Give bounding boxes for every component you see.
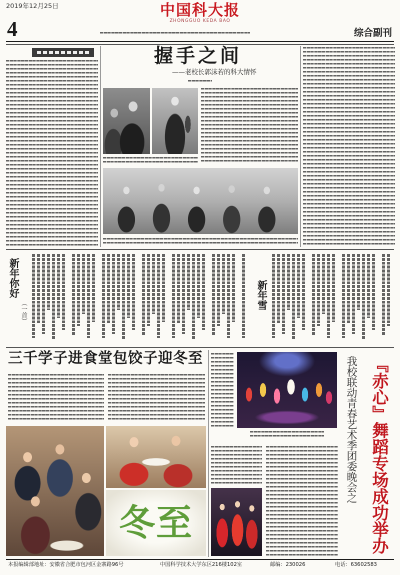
poem-text-column	[327, 254, 330, 338]
dumplings-headline: 三千学子进食堂包饺子迎冬至	[8, 350, 203, 367]
poem-text-column	[147, 254, 150, 326]
feature-byline	[188, 80, 212, 82]
poem-second-title: 新年雪	[255, 280, 266, 310]
dongzhi-lettering: 冬至	[118, 502, 193, 544]
poem-text-column	[302, 254, 305, 330]
poem-text-column	[52, 254, 55, 340]
column-banner-lettering	[37, 51, 89, 54]
dance-headline: 『赤心』舞蹈专场成功举办	[369, 356, 389, 554]
editor-credits-line	[100, 32, 250, 34]
feature-photo-group	[103, 168, 298, 234]
feature-headline: 握手之间	[154, 45, 243, 67]
dance-kicker: 我校联动青春艺术季团委晚会之	[345, 356, 358, 503]
dance-body-text	[211, 446, 262, 484]
poem-text-column	[212, 254, 215, 336]
poem-text-column	[47, 254, 50, 310]
right-column-body-text	[303, 47, 395, 246]
poem-second-body	[272, 254, 394, 344]
poem-text-column	[142, 254, 145, 336]
poem-text-column	[352, 254, 355, 334]
dumplings-photo-cooking	[106, 426, 206, 488]
poem-text-column	[357, 254, 360, 310]
poem-body	[32, 254, 250, 344]
poem-text-column	[347, 254, 350, 324]
feature-group-photo-caption	[103, 238, 298, 244]
poem-text-column	[382, 254, 385, 336]
dumplings-photo-students	[6, 426, 104, 556]
page-number: 4	[7, 17, 18, 41]
issue-date: 2019年12月25日	[6, 2, 59, 10]
poem-text-column	[117, 254, 120, 310]
poem-text-column	[72, 254, 75, 336]
poem-text-column	[367, 254, 370, 318]
poem-text-column	[57, 254, 60, 318]
column-divider	[100, 46, 101, 247]
poem-text-column	[82, 254, 85, 314]
poem-text-column	[37, 254, 40, 324]
poem-text-column	[362, 254, 365, 340]
dance-body-text	[266, 446, 338, 556]
newspaper-logo-pinyin: ZHONGGUO KEDA BAO	[169, 19, 231, 24]
footer-rule	[6, 559, 394, 560]
poem-text-column	[187, 254, 190, 310]
poem-text-column	[272, 254, 275, 338]
poem-text-column	[77, 254, 80, 326]
dumplings-photo-lettering	[106, 490, 206, 556]
poem-title-note: （一首）	[20, 300, 27, 324]
poem-text-column	[332, 254, 335, 322]
footer-postcode: 邮编：230026	[270, 562, 306, 568]
dance-body-text	[211, 353, 234, 427]
poem-text-column	[112, 254, 115, 334]
column-divider	[208, 350, 209, 557]
poem-text-column	[62, 254, 65, 330]
poem-text-column	[217, 254, 220, 326]
feature-body-text	[201, 88, 298, 164]
poem-text-column	[387, 254, 390, 326]
poem-text-column	[152, 254, 155, 314]
column-divider	[300, 46, 301, 247]
poem-text-column	[192, 254, 195, 340]
poem-text-column	[132, 254, 135, 330]
footer-office: 中国科学技术大学东区216楼102室	[160, 562, 243, 568]
section-rule	[6, 249, 394, 250]
feature-subtitle: ——老校长郭沫若的科大情怀	[172, 68, 257, 76]
poem-text-column	[312, 254, 315, 336]
poem-text-column	[92, 254, 95, 322]
poem-text-column	[202, 254, 205, 330]
poem-text-column	[342, 254, 345, 338]
poem-text-column	[372, 254, 375, 330]
dumplings-body-text	[108, 374, 205, 422]
poem-title: 新年你好	[7, 258, 18, 298]
poem-text-column	[102, 254, 105, 338]
poem-text-column	[297, 254, 300, 318]
poem-text-column	[287, 254, 290, 310]
poem-text-column	[232, 254, 235, 322]
poem-text-column	[317, 254, 320, 326]
poem-text-column	[282, 254, 285, 334]
poem-text-column	[242, 254, 245, 338]
poem-text-column	[107, 254, 110, 324]
dance-photo-caption	[250, 431, 324, 437]
section-title: 综合副刊	[354, 28, 393, 39]
poem-text-column	[322, 254, 325, 314]
dance-photo-stage	[237, 352, 337, 428]
feature-photo-caption	[103, 157, 198, 163]
masthead-rule	[6, 41, 394, 42]
poem-text-column	[157, 254, 160, 338]
poem-text-column	[127, 254, 130, 318]
poem-text-column	[32, 254, 35, 338]
poem-text-column	[197, 254, 200, 318]
footer-phone: 电话：63602583	[335, 562, 377, 568]
poem-text-column	[227, 254, 230, 338]
poem-text-column	[277, 254, 280, 324]
poem-text-column	[182, 254, 185, 334]
poem-text-column	[177, 254, 180, 324]
poem-text-column	[172, 254, 175, 338]
poem-text-column	[292, 254, 295, 340]
column-banner	[32, 48, 94, 57]
dumplings-body-text	[8, 374, 104, 422]
poem-text-column	[87, 254, 90, 338]
newspaper-logo: 中国科大报	[159, 1, 240, 19]
dance-photo-red-dancers	[211, 488, 262, 556]
poem-text-column	[162, 254, 165, 322]
left-column-body-text	[6, 60, 98, 246]
poem-text-column	[42, 254, 45, 334]
section-rule	[6, 347, 394, 348]
poem-text-column	[122, 254, 125, 340]
poem-text-column	[222, 254, 225, 314]
footer-address: 本报编辑部地址：安徽省合肥市包河区金寨路96号	[8, 562, 124, 568]
feature-photo-standing	[152, 88, 198, 154]
feature-photo-portrait	[103, 88, 150, 154]
